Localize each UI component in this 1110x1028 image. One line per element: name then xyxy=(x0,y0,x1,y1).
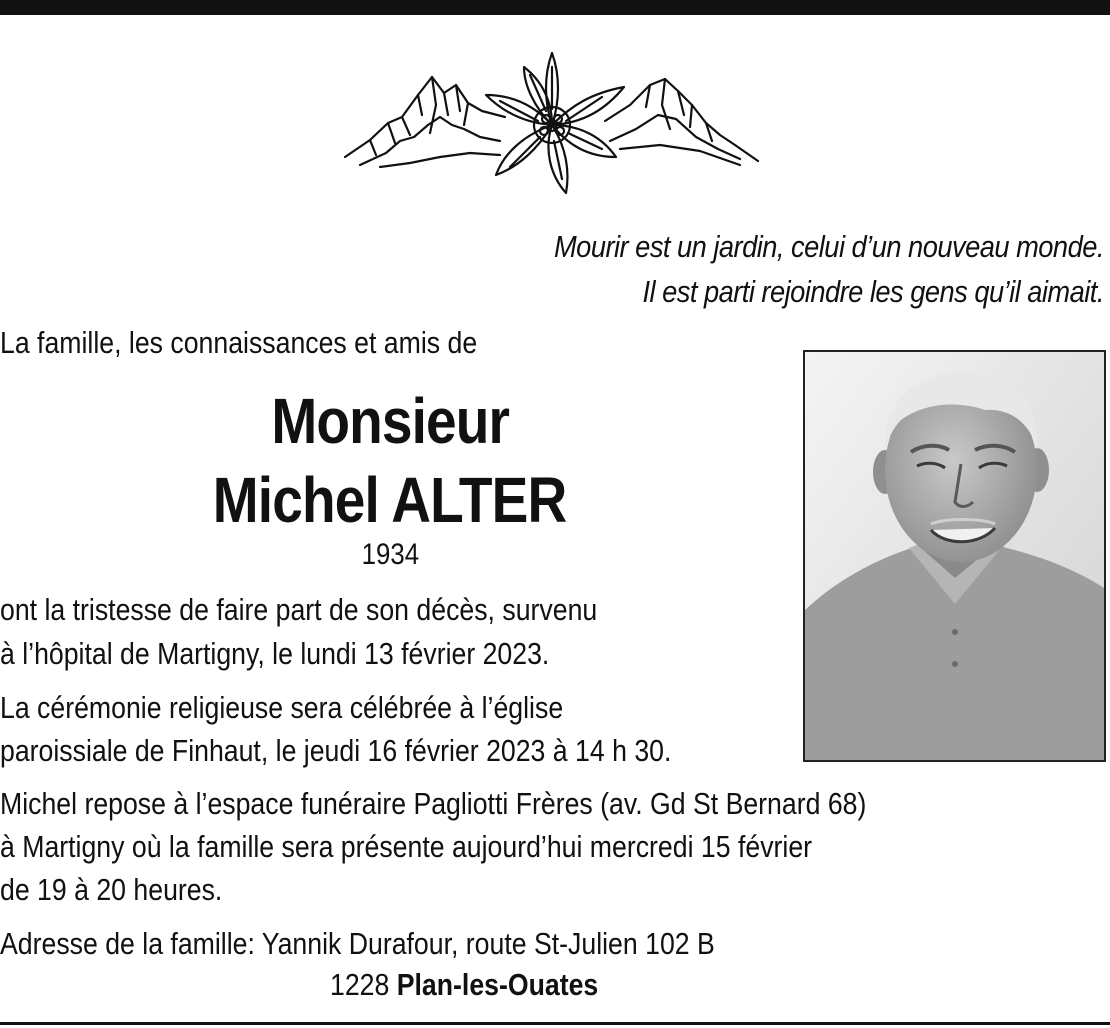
death-announcement-line-1: ont la tristesse de faire part de son décès, survenu xyxy=(0,592,598,627)
death-announcement-line-2: à l’hôpital de Martigny, le lundi 13 février 2023. xyxy=(0,636,550,671)
repose-line-3: de 19 à 20 heures. xyxy=(0,872,223,907)
top-rule xyxy=(0,0,1110,15)
address-postcode: 1228 xyxy=(330,967,390,1002)
portrait-image xyxy=(805,352,1104,760)
edelweiss-mountain-ornament xyxy=(340,45,765,205)
family-address-line-2 xyxy=(330,964,598,1005)
epitaph-quote xyxy=(554,224,1104,314)
deceased-name: Michel ALTER xyxy=(213,464,567,536)
repose-line-2: à Martigny où la famille sera présente aujourd’hui mercredi 15 février xyxy=(0,829,813,864)
intro-text: La famille, les connaissances et amis de xyxy=(0,325,478,360)
bottom-rule xyxy=(0,1022,1110,1025)
epitaph-line-2: Il est parti rejoindre les gens qu’il aimait. xyxy=(642,274,1104,309)
birth-year: 1934 xyxy=(361,538,419,571)
ceremony-line-1: La cérémonie religieuse sera célébrée à l’église xyxy=(0,690,564,725)
ceremony-line-2: paroissiale de Finhaut, le jeudi 16 février 2023 à 14 h 30. xyxy=(0,733,672,768)
address-city: Plan-les-Ouates xyxy=(396,967,599,1002)
repose-line-1: Michel repose à l’espace funéraire Pagliotti Frères (av. Gd St Bernard 68) xyxy=(0,786,867,821)
epitaph-line-1: Mourir est un jardin, celui d’un nouveau monde. xyxy=(554,229,1104,264)
family-address-line-1: Adresse de la famille: Yannik Durafour, route St-Julien 102 B xyxy=(0,926,715,961)
honorific: Monsieur xyxy=(271,385,509,457)
portrait-photo xyxy=(803,350,1106,762)
